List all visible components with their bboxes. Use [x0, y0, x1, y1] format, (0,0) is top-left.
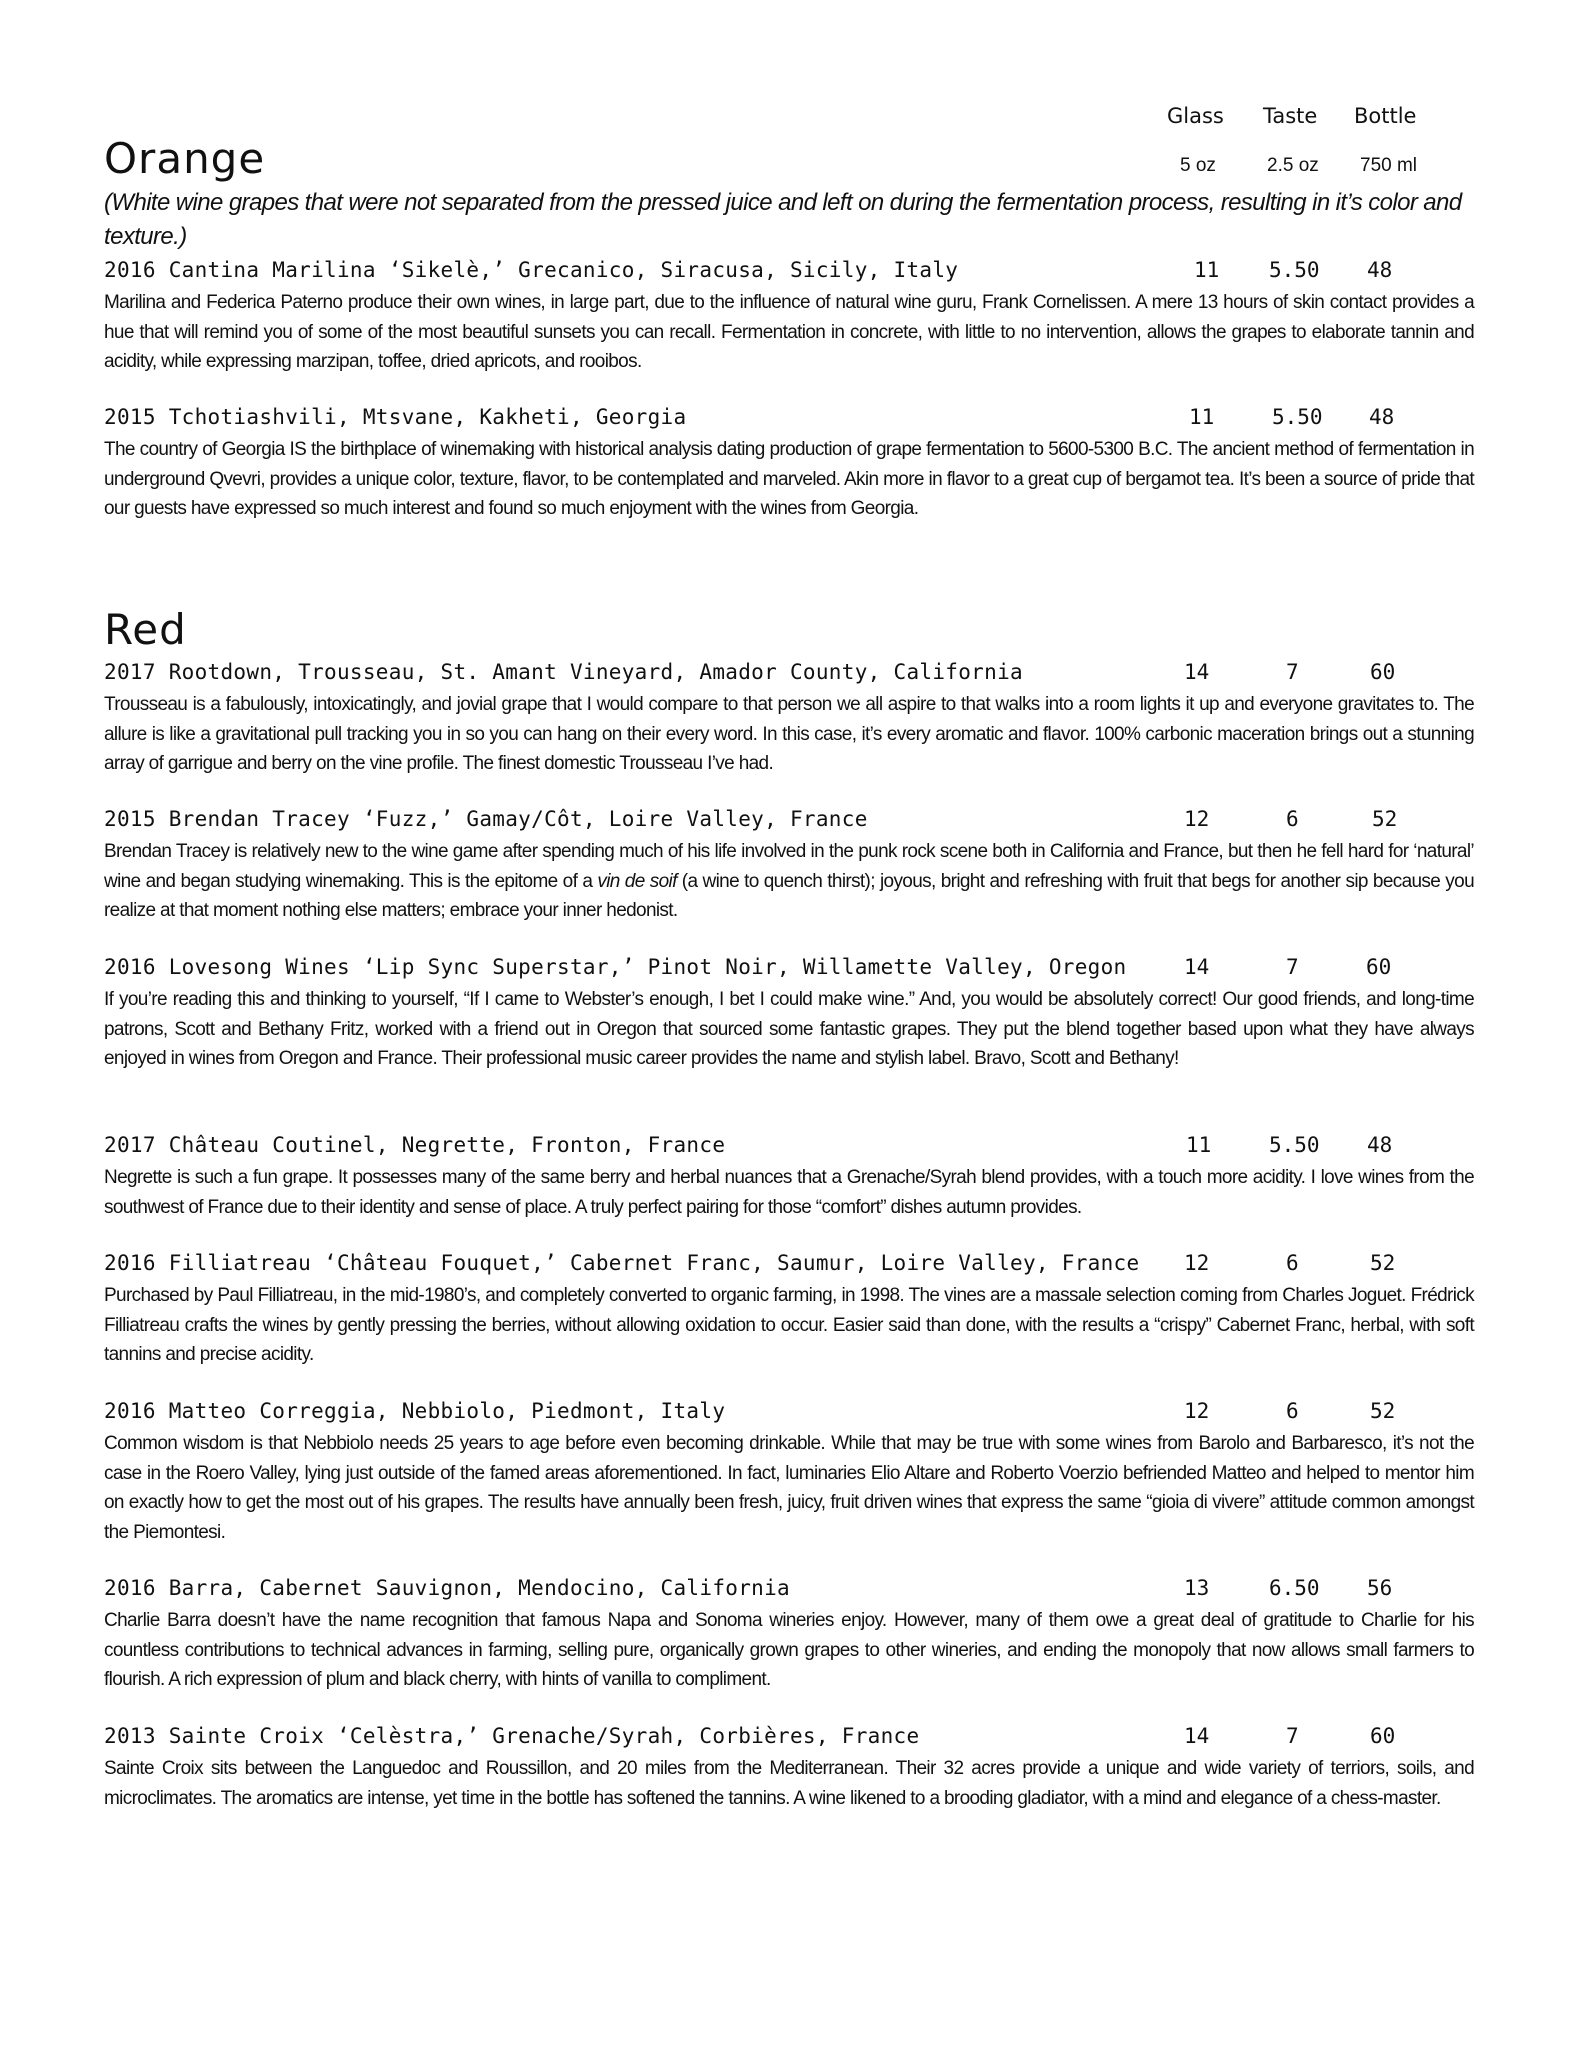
wine-entry — [104, 1399, 1474, 1547]
description-text: (a wine to quench thirst); joyous, bright and refreshing with fruit that begs for another sip because you realize at that moment nothing else matters; embrace your inner hedonist. — [104, 870, 1474, 921]
price-glass: 11 — [1186, 1133, 1212, 1157]
wine-entry — [104, 258, 1474, 377]
price-glass: 12 — [1184, 1251, 1210, 1275]
bottle-size: 750 ml — [1360, 155, 1418, 176]
wine-entry — [104, 1251, 1474, 1370]
wine-description: Common wisdom is that Nebbiolo needs 25 years to age before even becoming drinkable. While that may be true with some wines from Barolo and Barbaresco, it’s not the case in the Roero Valley, lying just outside of the famed areas aforementioned. In fact, luminaries Elio Altare and Roberto Voerzio befriended Matteo and helped to mentor him on exactly how to get the most out of his grapes. The results have annually been fresh, juicy, fruit driven wines that express the same “gioia di vivere” attitude common amongst the Piemontesi. — [104, 1433, 1474, 1543]
price-taste: 7 — [1286, 660, 1299, 684]
wine-entry — [104, 1576, 1474, 1695]
description-italic-term: vin de soif — [597, 870, 677, 892]
price-glass: 12 — [1184, 807, 1210, 831]
wine-description: Charlie Barra doesn’t have the name recognition that famous Napa and Sonoma wineries enjoy. However, many of them owe a great deal of gratitude to Charlie for his countless contributions to technical advances in farming, selling pure, organically grown grapes to other wineries, and ending the monopoly that now allows small farmers to flourish. A rich expression of plum and black cherry, with hints of vanilla to compliment. — [104, 1610, 1474, 1690]
wine-name: 2016 Barra, Cabernet Sauvignon, Mendocino, California — [104, 1576, 790, 1600]
section-title-orange: Orange — [104, 134, 266, 183]
price-taste: 7 — [1286, 1724, 1299, 1748]
wine-description: Negrette is such a fun grape. It possesses many of the same berry and herbal nuances that a Grenache/Syrah blend provides, with a touch more acidity. I love wines from the southwest of France due to their identity and sense of place. A truly perfect pairing for those “comfort” dishes autumn provides. — [104, 1167, 1474, 1218]
wine-description: The country of Georgia IS the birthplace of winemaking with historical analysis dating production of grape fermentation to 5600-5300 B.C. The ancient method of fermentation in underground Qvevri, provides a unique color, texture, flavor, to be contemplated and marveled. Akin more in flavor to a great cup of bergamot tea. It’s been a source of pride that our guests have expressed so much interest and found so much enjoyment with the wines from Georgia. — [104, 439, 1474, 519]
wine-entry — [104, 660, 1474, 779]
wine-entry — [104, 807, 1474, 926]
price-taste: 6 — [1286, 1399, 1299, 1423]
wine-name: 2015 Tchotiashvili, Mtsvane, Kakheti, Georgia — [104, 405, 687, 429]
bottle-column-header: Bottle — [1354, 104, 1417, 128]
description-text: Brendan Tracey is relatively new to the wine game after spending much of his life involved in the punk rock scene both in California and France, but then he fell hard for ‘natural’ wine and began studying winemaking. This is the epitome of a — [104, 841, 1474, 892]
glass-size: 5 oz — [1180, 155, 1216, 176]
price-taste: 5.50 — [1272, 405, 1323, 429]
wine-name: 2016 Matteo Correggia, Nebbiolo, Piedmont, Italy — [104, 1399, 726, 1423]
section-title-red: Red — [104, 605, 187, 654]
wine-entry — [104, 1133, 1474, 1222]
price-glass: 14 — [1184, 955, 1210, 979]
price-glass: 13 — [1184, 1576, 1210, 1600]
price-bottle: 60 — [1370, 1724, 1396, 1748]
wine-entry — [104, 405, 1474, 524]
price-glass: 12 — [1184, 1399, 1210, 1423]
price-bottle: 48 — [1367, 258, 1393, 282]
wine-description: Marilina and Federica Paterno produce their own wines, in large part, due to the influence of natural wine guru, Frank Cornelissen. A mere 13 hours of skin contact provides a hue that will remind you of some of the most beautiful sunsets you can recall. Fermentation in concrete, with little to no intervention, allows the grapes to elaborate tannin and acidity, while expressing marzipan, toffee, dried apricots, and rooibos. — [104, 292, 1474, 372]
price-taste: 5.50 — [1269, 1133, 1320, 1157]
wine-name: 2017 Rootdown, Trousseau, St. Amant Vineyard, Amador County, California — [104, 660, 1023, 684]
price-glass: 14 — [1184, 660, 1210, 684]
price-glass: 11 — [1194, 258, 1220, 282]
wine-description — [104, 837, 1474, 926]
price-bottle: 52 — [1370, 1251, 1396, 1275]
wine-description: Trousseau is a fabulously, intoxicatingly, and jovial grape that I would compare to that person we all aspire to that walks into a room lights it up and everyone gravitates to. The allure is like a gravitational pull tracking you in so you can hang on their every word. In this case, it’s every aromatic and flavor. 100% carbonic maceration brings out a stunning array of garrigue and berry on the vine profile. The finest domestic Trousseau I’ve had. — [104, 694, 1474, 774]
price-bottle: 52 — [1370, 1399, 1396, 1423]
price-taste: 6 — [1286, 807, 1299, 831]
glass-column-header: Glass — [1167, 104, 1224, 128]
price-bottle: 56 — [1367, 1576, 1393, 1600]
wine-description: Purchased by Paul Filliatreau, in the mid-1980’s, and completely converted to organic farming, in 1998. The vines are a massale selection coming from Charles Joguet. Frédrick Filliatreau crafts the wines by gently pressing the berries, without allowing oxidation to occur. Easier said than done, with the results a “crispy” Cabernet Franc, herbal, with soft tannins and precise acidity. — [104, 1285, 1474, 1365]
taste-column-header: Taste — [1263, 104, 1318, 128]
wine-name: 2013 Sainte Croix ‘Celèstra,’ Grenache/Syrah, Corbières, France — [104, 1724, 920, 1748]
price-taste: 5.50 — [1269, 258, 1320, 282]
wine-name: 2015 Brendan Tracey ‘Fuzz,’ Gamay/Côt, Loire Valley, France — [104, 807, 868, 831]
wine-name: 2016 Lovesong Wines ‘Lip Sync Superstar,’ Pinot Noir, Willamette Valley, Oregon — [104, 955, 1127, 979]
price-taste: 6 — [1286, 1251, 1299, 1275]
wine-name: 2017 Château Coutinel, Negrette, Fronton, France — [104, 1133, 726, 1157]
wine-entry — [104, 955, 1474, 1074]
price-bottle: 48 — [1367, 1133, 1393, 1157]
wine-description: Sainte Croix sits between the Languedoc and Roussillon, and 20 miles from the Mediterranean. Their 32 acres provide a unique and wide variety of terriors, soils, and microclimates. The aromatics are intense, yet time in the bottle has softened the tannins. A wine likened to a brooding gladiator, with a mind and elegance of a chess-master. — [104, 1758, 1474, 1809]
wine-name: 2016 Cantina Marilina ‘Sikelè,’ Grecanico, Siracusa, Sicily, Italy — [104, 258, 959, 282]
price-bottle: 48 — [1369, 405, 1395, 429]
price-bottle: 60 — [1370, 660, 1396, 684]
wine-description: If you’re reading this and thinking to yourself, “If I came to Webster’s enough, I bet I could make wine.” And, you would be absolutely correct! Our good friends, and long-time patrons, Scott and Bethany Fritz, worked with a friend out in Oregon that sourced some fantastic grapes. They put the blend together based upon what they have always enjoyed in wines from Oregon and France. Their professional music career provides the name and stylish label. Bravo, Scott and Bethany! — [104, 989, 1474, 1069]
section-note-orange: (White wine grapes that were not separated from the pressed juice and left on during the fermentation process, resulting in it’s color and texture.) — [104, 189, 1462, 250]
price-bottle: 52 — [1372, 807, 1398, 831]
wine-entry — [104, 1724, 1474, 1813]
price-taste: 6.50 — [1269, 1576, 1320, 1600]
taste-size: 2.5 oz — [1267, 155, 1319, 176]
price-glass: 11 — [1189, 405, 1215, 429]
price-taste: 7 — [1286, 955, 1299, 979]
price-bottle: 60 — [1366, 955, 1392, 979]
price-glass: 14 — [1184, 1724, 1210, 1748]
wine-name: 2016 Filliatreau ‘Château Fouquet,’ Cabernet Franc, Saumur, Loire Valley, France — [104, 1251, 1140, 1275]
